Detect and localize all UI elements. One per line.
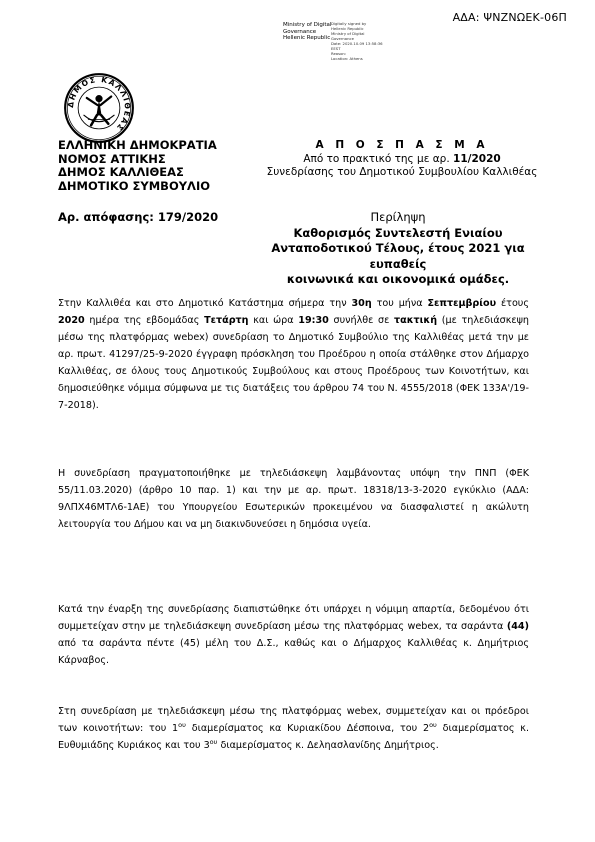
ordinal-suffix: ου	[178, 720, 186, 729]
date-day: 30η	[351, 298, 372, 309]
signature-detail: Governance	[331, 36, 354, 41]
paragraph-quorum	[58, 601, 529, 669]
signature-line: Hellenic Republic	[283, 35, 331, 41]
members-present-count: (44)	[506, 621, 529, 632]
text-run: συνήλθε σε	[328, 315, 395, 326]
date-year: 2020	[58, 315, 85, 326]
subject-line: Καθορισμός Συντελεστή Ενιαίου	[293, 225, 503, 240]
subject-line: κοινωνικά και οικονομικά ομάδες.	[286, 272, 510, 286]
issuer-line: ΝΟΜΟΣ ΑΤΤΙΚΗΣ	[58, 151, 166, 166]
text-run: Στη συνεδρίαση με τηλεδιάσκεψη μέσω της πλατφόρμας webex, συμμετείχαν και οι πρόεδροι των κοινοτήτων: του 1	[58, 706, 529, 734]
session-time: 19:30	[298, 315, 329, 326]
ada-code: ΑΔΑ: ΨΝΖΝΩΕΚ-06Π	[452, 11, 567, 24]
subject-block	[248, 210, 548, 288]
text-run: διαμερίσματος κ. Δεληασλανίδης Δημήτριος.	[217, 740, 439, 751]
date-month: Σεπτεμβρίου	[427, 298, 497, 309]
minutes-reference-text: Από το πρακτικό της με αρ.	[303, 152, 454, 165]
minutes-reference	[262, 153, 542, 167]
signature-line: Ministry of Digital	[283, 22, 332, 28]
decision-number: Αρ. απόφασης: 179/2020	[58, 210, 219, 224]
text-run: και ώρα	[248, 315, 299, 326]
text-run: Κατά την έναρξη της συνεδρίασης διαπιστώθηκε ότι υπάρχει η νόμιμη απαρτία, δεδομένου ότι συμμετείχαν στην με τηλεδιάσκεψη συνεδρίαση μέσω της πλατφόρμας webex, τα σαράντα	[58, 604, 529, 632]
text-run: διαμερίσματος κ. Ευθυμιάδης Κυριάκος και του 3	[58, 723, 530, 751]
paragraph-session-convening	[58, 295, 529, 414]
minutes-number: 11/2020	[453, 152, 501, 165]
text-run: διαμερίσματος κα Κυριακίδου Δέσποινα, του 2	[185, 723, 430, 734]
text-run: (με τηλεδιάσκεψη μέσω της πλατφόρμας webex) συνεδρίαση το Δημοτικό Συμβούλιο της Καλλιθέας μετά την με αρ. πρωτ. 41297/25-9-2020 έγγραφη πρόσκληση του Προέδρου η οποία στάλθηκε στον Δήμαρχο Καλλιθέας, σε όλους τους Δημοτικούς Συμβούλους και στους Προέδρους των Κοινοτήτων, και δημοσιεύθηκε νόμιμα σύμφωνα με τις διατάξεις του άρθρου 74 του Ν. 4555/2018 (ΦΕΚ 133Α'/19-7-2018).	[58, 315, 530, 411]
extract-title: Α Π Ο Σ Π Α Σ Μ Α	[315, 139, 489, 151]
signature-detail: Location: Athens	[331, 56, 363, 61]
signature-detail: Ministry of Digital	[331, 31, 365, 36]
text-run: του μήνα	[371, 298, 428, 309]
signature-detail: EEST	[331, 46, 341, 51]
session-description: Συνεδρίασης του Δημοτικού Συμβουλίου Καλλιθέας	[266, 166, 538, 178]
text-run: Στην Καλλιθέα και στο Δημοτικό Κατάστημα σήμερα την	[58, 298, 352, 309]
text-run: από τα σαράντα πέντε (45) μέλη του Δ.Σ., καθώς και ο Δήμαρχος Καλλιθέας κ. Δημήτριος Κάρναβος.	[58, 638, 529, 666]
paragraph-community-presidents	[58, 703, 529, 754]
subject-label: Περίληψη	[370, 210, 426, 224]
ordinal-suffix: ου	[429, 720, 437, 729]
digital-signature-details	[331, 21, 383, 61]
ordinal-suffix: ου	[209, 737, 218, 746]
session-type: τακτική	[394, 315, 438, 326]
signature-detail: Date: 2020.10.09 13:58:36	[331, 41, 383, 46]
text-run: έτους	[496, 298, 529, 309]
signature-detail: Digitally signed by	[331, 21, 367, 26]
signature-detail: Reason:	[331, 51, 347, 56]
issuer-line: ΕΛΛΗΝΙΚΗ ΔΗΜΟΚΡΑΤΙΑ	[58, 138, 217, 152]
signature-detail: Hellenic Republic	[331, 26, 364, 31]
municipality-seal-icon	[63, 72, 135, 144]
seal-text: ΔΗΜΟΣ ΚΑΛΛΙΘΕΑΣ	[65, 75, 133, 134]
digital-signature-label	[283, 22, 331, 42]
signature-line: Governance	[283, 28, 317, 35]
issuer-line: ΔΗΜΟΣ ΚΑΛΛΙΘΕΑΣ	[58, 165, 184, 179]
extract-header	[262, 139, 542, 180]
weekday: Τετάρτη	[204, 315, 249, 326]
subject-line: Ανταποδοτικού Τέλους, έτους 2021 για ευπαθείς	[271, 241, 525, 271]
text-run: ημέρα της εβδομάδας	[84, 315, 205, 326]
paragraph-teleconference-basis: Η συνεδρίαση πραγματοποιήθηκε με τηλεδιάσκεψη λαμβάνοντας υπόψη την ΠΝΠ (ΦΕΚ 55/11.03.2020) (άρθρο 10 παρ. 1) και την με αρ. πρωτ. 18318/13-3-2020 εγκύκλιο (ΑΔΑ: 9ΛΠΧ46ΜΤΛ6-1ΑΕ) του Υπουργείου Εσωτερικών προκειμένου να διασφαλιστεί η ακώλυτη λειτουργία του Δήμου και να μη διακινδυνεύσει η δημόσια υγεία.	[58, 468, 529, 530]
issuer-header	[58, 139, 217, 193]
issuer-line: ΔΗΜΟΤΙΚΟ ΣΥΜΒΟΥΛΙΟ	[58, 178, 211, 193]
